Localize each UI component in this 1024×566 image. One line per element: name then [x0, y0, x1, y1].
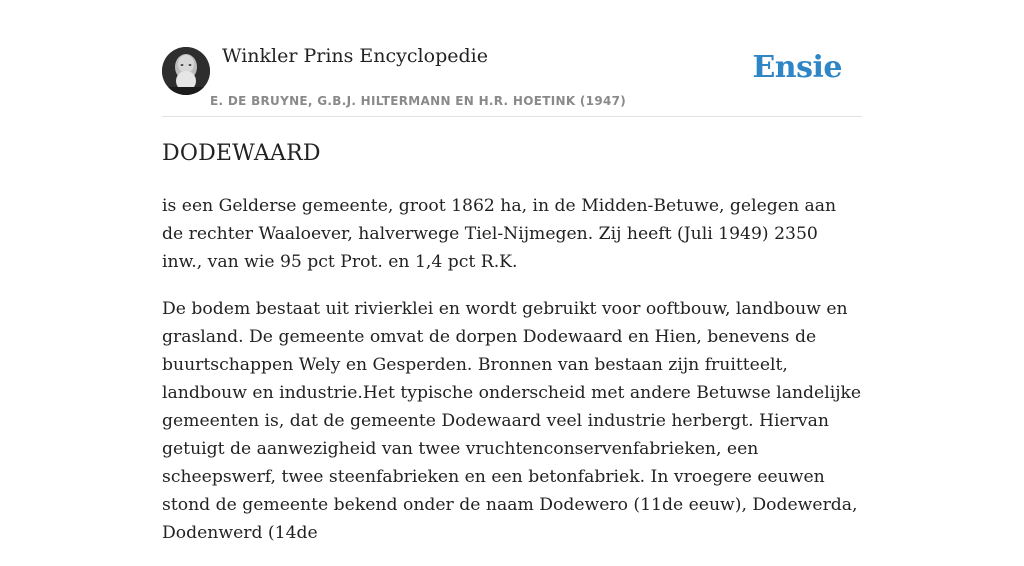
source-authors: E. DE BRUYNE, G.B.J. HILTERMANN EN H.R. HOETINK (1947) — [210, 94, 627, 108]
article-body — [162, 192, 862, 566]
source-title-link[interactable]: Winkler Prins Encyclopedie — [222, 45, 488, 67]
page-container — [162, 0, 862, 543]
source-header — [162, 0, 862, 117]
article-title: DODEWAARD — [162, 141, 321, 166]
author-avatar-icon[interactable] — [162, 47, 210, 95]
article-paragraph: De bodem bestaat uit rivierklei en wordt gebruikt voor ooftbouw, landbouw en grasland. De gemeente omvat de dorpen Dodewaard en Hien, benevens de buurtschappen Wely en Gesperden. Bronnen van bestaan zijn fruitteelt, landbouw en industrie.Het typische onderscheid met andere Betuwse landelijke gemeenten is, dat de gemeente Dodewaard veel industrie herbergt. Hiervan getuigt de aanwezigheid van twee vruchtenconservenfabrieken, een scheepswerf, twee steenfabrieken en een betonfabriek. In vroegere eeuwen stond de gemeente bekend onder de naam Dodewero (11de eeuw), Dodewerda, Dodenwerd (14de — [162, 299, 862, 543]
article-paragraph: is een Gelderse gemeente, groot 1862 ha, in de Midden-Betuwe, gelegen aan de rechter Waaloever, halverwege Tiel-Nijmegen. Zij heeft (Juli 1949) 2350 inw., van wie 95 pct Prot. en 1,4 pct R.K. — [162, 196, 837, 272]
brand-logo-link[interactable]: Ensie — [752, 50, 842, 85]
